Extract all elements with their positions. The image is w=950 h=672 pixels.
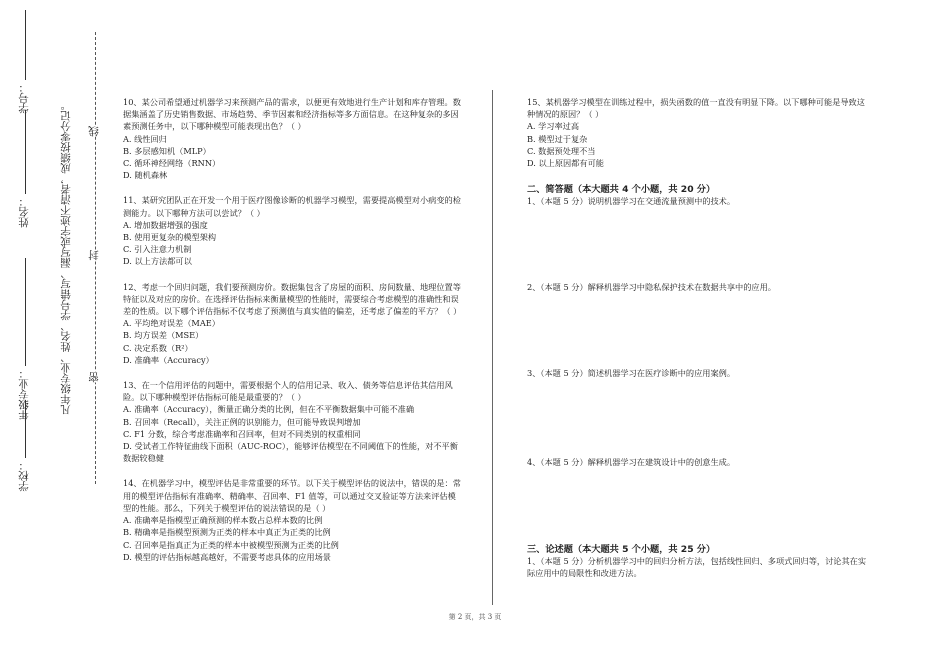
short-answer-3: 3、（本题 5 分）简述机器学习在医疗诊断中的应用案例。 <box>527 368 736 378</box>
school-label: 学校： <box>18 460 30 492</box>
page-footer: 第 2 页，共 3 页 <box>448 613 502 621</box>
option-c: C. 数据预处理不当 <box>527 145 596 156</box>
option-a: A. 准确率是指模型正确预测的样本数占总样本数的比例 <box>123 515 323 526</box>
option-b: B. 多层感知机（MLP） <box>123 145 211 156</box>
question-10 <box>123 96 461 181</box>
binding-margin <box>0 0 115 672</box>
option-c: C. 召回率是指真正为正类的样本中被模型预测为正类的比例 <box>123 539 339 550</box>
option-b: B. 使用更复杂的模型架构 <box>123 232 217 243</box>
short-answer-2: 2、（本题 5 分）解释机器学习中隐私保护技术在数据共享中的应用。 <box>527 282 776 292</box>
class-underline <box>25 258 26 366</box>
name-underline <box>25 110 26 194</box>
id-label: 学号： <box>18 82 30 114</box>
option-c: C. 引入注意力机制 <box>123 244 192 255</box>
seal-xian: 线 <box>88 126 100 137</box>
short-answer-4: 4、（本题 5 分）解释机器学习在建筑设计中的创意生成。 <box>527 457 736 467</box>
question-13 <box>123 379 461 464</box>
section3-title: 三、论述题（本大题共 5 个小题，共 25 分） <box>527 544 716 555</box>
option-d: D. 以上方法都可以 <box>123 256 192 267</box>
option-d: D. 以上原因都有可能 <box>527 158 604 169</box>
question-stem: 15、某机器学习模型在训练过程中，损失函数的值一直没有明显下降。以下哪种可能是导致这种情况的原因？（ ） <box>527 97 865 120</box>
seal-feng: 封 <box>88 250 100 261</box>
question-12 <box>123 281 461 366</box>
right-column <box>527 96 872 602</box>
question-stem: 13、在一个信用评估的问题中，需要根据个人的信用记录、收入、债务等信息评估其信用风险。以下哪种模型评估指标可能是最重要的？（ ） <box>123 380 453 403</box>
question-stem: 11、某研究团队正在开发一个用于医疗图像诊断的机器学习模型，需要提高模型对小病变的检测能力。以下哪种方法可以尝试？（ ） <box>123 195 461 218</box>
school-underline <box>25 400 26 458</box>
option-a: A. 增加数据增强的强度 <box>123 219 208 230</box>
question-14 <box>123 477 461 562</box>
short-answer-1: 1、（本题 5 分）说明机器学习在交通流量预测中的技术。 <box>527 196 736 206</box>
option-d: D. 随机森林 <box>123 170 168 181</box>
id-underline <box>25 10 26 80</box>
option-d: D. 准确率（Accuracy） <box>123 354 214 365</box>
column-divider <box>492 90 493 605</box>
left-column <box>123 96 461 569</box>
name-label: 姓名： <box>18 196 30 228</box>
class-label: 年级专业： <box>18 368 30 421</box>
section2-title: 二、简答题（本大题共 4 个小题，共 20 分） <box>527 184 716 195</box>
binding-notice: 凡年级专业、姓名、学号错写、漏写或字迹不清者，成绩按零分记。 <box>60 100 72 415</box>
question-stem: 14、在机器学习中，模型评估是非常重要的环节。以下关于模型评估的说法中，错误的是：常用的模型评估指标有准确率、精确率、召回率、F1 值等，可以通过交叉验证等方法来评估模型的性能。那么，下列关于模型评估的说法错误的是（ ） <box>123 478 461 513</box>
option-c: C. 决定系数（R²） <box>123 342 193 353</box>
question-11 <box>123 194 461 267</box>
option-a: A. 学习率过高 <box>527 121 580 132</box>
option-a: A. 准确率（Accuracy），衡量正确分类的比例，但在不平衡数据集中可能不准确 <box>123 404 415 415</box>
option-c: C. F1 分数，综合考虑准确率和召回率，但对不同类别的权重相同 <box>123 428 361 439</box>
option-d: D. 受试者工作特征曲线下面积（AUC-ROC），能够评估模型在不同阈值下的性能，对不平衡数据较稳健 <box>123 441 458 464</box>
option-b: B. 精确率是指模型预测为正类的样本中真正为正类的比例 <box>123 527 331 538</box>
option-b: B. 模型过于复杂 <box>527 133 588 144</box>
option-b: B. 召回率（Recall），关注正例的识别能力，但可能导致误判增加 <box>123 416 361 427</box>
essay-question-1: 1、（本题 5 分）分析机器学习中的回归分析方法，包括线性回归、多项式回归等，讨论其在实际应用中的局限性和改进方法。 <box>527 556 867 579</box>
question-stem: 12、考虑一个回归问题，我们要预测房价。数据集包含了房屋的面积、房间数量、地理位置等特征以及对应的房价。在选择评估指标来衡量模型的性能时，需要综合考虑模型的准确性和误差的性质。以下哪个评估指标不仅考虑了预测值与真实值的偏差，还考虑了偏差的平方？（ ） <box>123 281 462 317</box>
option-d: D. 模型的评估指标越高越好，不需要考虑具体的应用场景 <box>123 551 331 562</box>
question-stem: 10、某公司希望通过机器学习来预测产品的需求，以便更有效地进行生产计划和库存管理。数据集涵盖了历史销售数据、市场趋势、季节因素和经济指标等多方面信息。在这种复杂的多因素预测任务中，以下哪种模型可能表现出色？（ ） <box>123 97 461 132</box>
option-c: C. 循环神经网络（RNN） <box>123 158 221 169</box>
option-a: A. 平均绝对误差（MAE） <box>123 318 220 329</box>
option-a: A. 线性回归 <box>123 133 167 144</box>
seal-mi: 密 <box>88 372 100 383</box>
option-b: B. 均方误差（MSE） <box>123 330 204 341</box>
question-15 <box>527 96 872 169</box>
